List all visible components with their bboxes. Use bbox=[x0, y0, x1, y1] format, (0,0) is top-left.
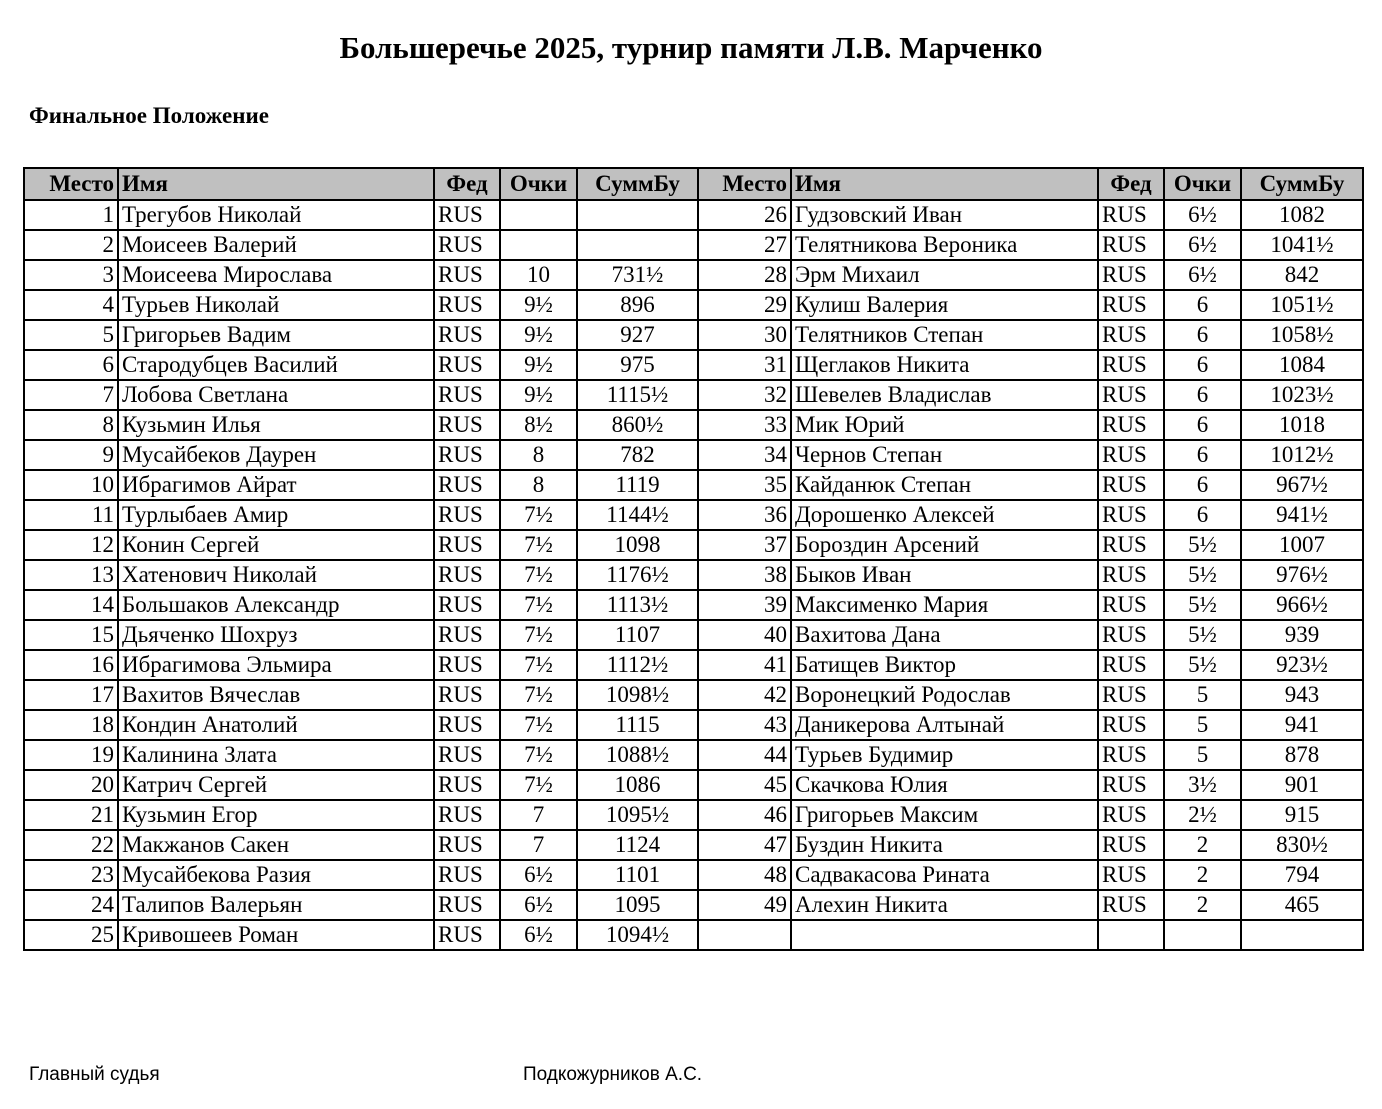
place-cell: 36 bbox=[698, 500, 791, 530]
points-cell: 6½ bbox=[1164, 260, 1241, 290]
table-row bbox=[24, 470, 1363, 500]
tiebreak-cell: 1101 bbox=[577, 860, 698, 890]
header-fed: Фед bbox=[1098, 168, 1164, 200]
table-row bbox=[24, 380, 1363, 410]
place-cell: 47 bbox=[698, 830, 791, 860]
place-cell: 17 bbox=[24, 680, 118, 710]
place-cell: 6 bbox=[24, 350, 118, 380]
fed-cell: RUS bbox=[1098, 890, 1164, 920]
points-cell: 2½ bbox=[1164, 800, 1241, 830]
tiebreak-cell: 1094½ bbox=[577, 920, 698, 950]
table-row bbox=[24, 620, 1363, 650]
place-cell: 21 bbox=[24, 800, 118, 830]
tiebreak-cell: 1023½ bbox=[1241, 380, 1363, 410]
tiebreak-cell bbox=[577, 230, 698, 260]
tiebreak-cell: 941 bbox=[1241, 710, 1363, 740]
tiebreak-cell: 1018 bbox=[1241, 410, 1363, 440]
name-cell: Талипов Валерьян bbox=[118, 890, 434, 920]
points-cell: 7½ bbox=[500, 590, 577, 620]
points-cell: 6 bbox=[1164, 380, 1241, 410]
points-cell: 2 bbox=[1164, 830, 1241, 860]
name-cell: Воронецкий Родослав bbox=[791, 680, 1098, 710]
place-cell: 38 bbox=[698, 560, 791, 590]
name-cell: Бороздин Арсений bbox=[791, 530, 1098, 560]
name-cell: Трегубов Николай bbox=[118, 200, 434, 230]
place-cell: 32 bbox=[698, 380, 791, 410]
tiebreak-cell: 860½ bbox=[577, 410, 698, 440]
points-cell: 6 bbox=[1164, 320, 1241, 350]
name-cell: Садвакасова Рината bbox=[791, 860, 1098, 890]
table-row bbox=[24, 830, 1363, 860]
points-cell: 5½ bbox=[1164, 560, 1241, 590]
tiebreak-cell: 1095½ bbox=[577, 800, 698, 830]
fed-cell: RUS bbox=[434, 230, 500, 260]
name-cell: Стародубцев Василий bbox=[118, 350, 434, 380]
points-cell: 6 bbox=[1164, 410, 1241, 440]
place-cell: 48 bbox=[698, 860, 791, 890]
fed-cell: RUS bbox=[1098, 710, 1164, 740]
place-cell: 37 bbox=[698, 530, 791, 560]
place-cell: 18 bbox=[24, 710, 118, 740]
name-cell: Турьев Николай bbox=[118, 290, 434, 320]
fed-cell: RUS bbox=[1098, 770, 1164, 800]
tiebreak-cell: 941½ bbox=[1241, 500, 1363, 530]
fed-cell: RUS bbox=[434, 920, 500, 950]
name-cell: Катрич Сергей bbox=[118, 770, 434, 800]
place-cell: 43 bbox=[698, 710, 791, 740]
name-cell: Телятникова Вероника bbox=[791, 230, 1098, 260]
fed-cell: RUS bbox=[1098, 830, 1164, 860]
place-cell: 30 bbox=[698, 320, 791, 350]
name-cell: Чернов Степан bbox=[791, 440, 1098, 470]
fed-cell: RUS bbox=[434, 560, 500, 590]
table-row bbox=[24, 890, 1363, 920]
tiebreak-cell: 896 bbox=[577, 290, 698, 320]
fed-cell: RUS bbox=[434, 470, 500, 500]
tiebreak-cell: 966½ bbox=[1241, 590, 1363, 620]
fed-cell: RUS bbox=[1098, 740, 1164, 770]
name-cell: Вахитов Вячеслав bbox=[118, 680, 434, 710]
points-cell: 7½ bbox=[500, 620, 577, 650]
points-cell bbox=[500, 200, 577, 230]
fed-cell: RUS bbox=[434, 530, 500, 560]
points-cell: 6 bbox=[1164, 350, 1241, 380]
points-cell: 2 bbox=[1164, 890, 1241, 920]
points-cell: 2 bbox=[1164, 860, 1241, 890]
name-cell: Кривошеев Роман bbox=[118, 920, 434, 950]
place-cell: 5 bbox=[24, 320, 118, 350]
tiebreak-cell: 967½ bbox=[1241, 470, 1363, 500]
fed-cell: RUS bbox=[434, 680, 500, 710]
name-cell: Конин Сергей bbox=[118, 530, 434, 560]
place-cell: 9 bbox=[24, 440, 118, 470]
name-cell: Буздин Никита bbox=[791, 830, 1098, 860]
header-points: Очки bbox=[1164, 168, 1241, 200]
tiebreak-cell: 878 bbox=[1241, 740, 1363, 770]
place-cell: 41 bbox=[698, 650, 791, 680]
fed-cell: RUS bbox=[434, 320, 500, 350]
table-row bbox=[24, 800, 1363, 830]
tiebreak-cell bbox=[577, 200, 698, 230]
fed-cell: RUS bbox=[434, 710, 500, 740]
points-cell: 6½ bbox=[1164, 230, 1241, 260]
place-cell: 28 bbox=[698, 260, 791, 290]
fed-cell: RUS bbox=[434, 260, 500, 290]
points-cell: 5 bbox=[1164, 710, 1241, 740]
name-cell: Дорошенко Алексей bbox=[791, 500, 1098, 530]
tiebreak-cell: 842 bbox=[1241, 260, 1363, 290]
points-cell: 6½ bbox=[500, 860, 577, 890]
chief-arbiter-name: Подкожурников А.С. bbox=[523, 1064, 703, 1085]
points-cell: 9½ bbox=[500, 290, 577, 320]
name-cell: Мусайбекова Разия bbox=[118, 860, 434, 890]
table-row bbox=[24, 920, 1363, 950]
fed-cell: RUS bbox=[434, 410, 500, 440]
name-cell: Григорьев Вадим bbox=[118, 320, 434, 350]
tiebreak-cell: 1112½ bbox=[577, 650, 698, 680]
tiebreak-cell: 1058½ bbox=[1241, 320, 1363, 350]
name-cell: Большаков Александр bbox=[118, 590, 434, 620]
tiebreak-cell: 1119 bbox=[577, 470, 698, 500]
tiebreak-cell: 915 bbox=[1241, 800, 1363, 830]
table-row bbox=[24, 350, 1363, 380]
table-row bbox=[24, 590, 1363, 620]
name-cell: Калинина Злата bbox=[118, 740, 434, 770]
fed-cell: RUS bbox=[434, 800, 500, 830]
table-row bbox=[24, 290, 1363, 320]
place-cell: 19 bbox=[24, 740, 118, 770]
place-cell: 10 bbox=[24, 470, 118, 500]
header-tiebreak: СуммБу bbox=[577, 168, 698, 200]
tiebreak-cell: 1088½ bbox=[577, 740, 698, 770]
header-tiebreak: СуммБу bbox=[1241, 168, 1363, 200]
header-name: Имя bbox=[791, 168, 1098, 200]
fed-cell: RUS bbox=[1098, 590, 1164, 620]
name-cell: Ибрагимова Эльмира bbox=[118, 650, 434, 680]
table-row bbox=[24, 740, 1363, 770]
table-row bbox=[24, 230, 1363, 260]
fed-cell: RUS bbox=[1098, 680, 1164, 710]
tiebreak-cell: 1041½ bbox=[1241, 230, 1363, 260]
points-cell: 7½ bbox=[500, 560, 577, 590]
name-cell: Кайданюк Степан bbox=[791, 470, 1098, 500]
fed-cell: RUS bbox=[1098, 440, 1164, 470]
fed-cell: RUS bbox=[1098, 410, 1164, 440]
fed-cell: RUS bbox=[434, 620, 500, 650]
place-cell: 25 bbox=[24, 920, 118, 950]
place-cell: 45 bbox=[698, 770, 791, 800]
tiebreak-cell: 976½ bbox=[1241, 560, 1363, 590]
table-row bbox=[24, 260, 1363, 290]
name-cell: Григорьев Максим bbox=[791, 800, 1098, 830]
fed-cell: RUS bbox=[434, 440, 500, 470]
place-cell: 42 bbox=[698, 680, 791, 710]
points-cell: 7 bbox=[500, 800, 577, 830]
tiebreak-cell: 923½ bbox=[1241, 650, 1363, 680]
points-cell: 6 bbox=[1164, 500, 1241, 530]
fed-cell: RUS bbox=[1098, 380, 1164, 410]
points-cell: 10 bbox=[500, 260, 577, 290]
tiebreak-cell: 794 bbox=[1241, 860, 1363, 890]
name-cell: Турьев Будимир bbox=[791, 740, 1098, 770]
place-cell: 26 bbox=[698, 200, 791, 230]
place-cell: 2 bbox=[24, 230, 118, 260]
fed-cell: RUS bbox=[434, 200, 500, 230]
name-cell: Телятников Степан bbox=[791, 320, 1098, 350]
place-cell: 1 bbox=[24, 200, 118, 230]
table-row bbox=[24, 650, 1363, 680]
place-cell: 12 bbox=[24, 530, 118, 560]
place-cell: 13 bbox=[24, 560, 118, 590]
points-cell: 7½ bbox=[500, 770, 577, 800]
tiebreak-cell: 1124 bbox=[577, 830, 698, 860]
tiebreak-cell: 939 bbox=[1241, 620, 1363, 650]
points-cell: 7½ bbox=[500, 680, 577, 710]
tiebreak-cell: 1098½ bbox=[577, 680, 698, 710]
table-row bbox=[24, 200, 1363, 230]
place-cell: 3 bbox=[24, 260, 118, 290]
tiebreak-cell: 943 bbox=[1241, 680, 1363, 710]
name-cell: Кузьмин Егор bbox=[118, 800, 434, 830]
points-cell: 3½ bbox=[1164, 770, 1241, 800]
name-cell: Хатенович Николай bbox=[118, 560, 434, 590]
tiebreak-cell: 1084 bbox=[1241, 350, 1363, 380]
place-cell: 46 bbox=[698, 800, 791, 830]
fed-cell: RUS bbox=[1098, 200, 1164, 230]
place-cell: 20 bbox=[24, 770, 118, 800]
name-cell: Кузьмин Илья bbox=[118, 410, 434, 440]
points-cell: 6½ bbox=[1164, 200, 1241, 230]
name-cell: Мусайбеков Даурен bbox=[118, 440, 434, 470]
points-cell: 5½ bbox=[1164, 620, 1241, 650]
points-cell: 9½ bbox=[500, 380, 577, 410]
fed-cell: RUS bbox=[1098, 290, 1164, 320]
place-cell: 40 bbox=[698, 620, 791, 650]
tiebreak-cell: 1007 bbox=[1241, 530, 1363, 560]
place-cell: 11 bbox=[24, 500, 118, 530]
name-cell: Ибрагимов Айрат bbox=[118, 470, 434, 500]
points-cell: 6½ bbox=[500, 890, 577, 920]
fed-cell: RUS bbox=[434, 830, 500, 860]
name-cell bbox=[791, 920, 1098, 950]
name-cell: Даникерова Алтынай bbox=[791, 710, 1098, 740]
tiebreak-cell bbox=[1241, 920, 1363, 950]
fed-cell: RUS bbox=[434, 290, 500, 320]
fed-cell: RUS bbox=[434, 740, 500, 770]
fed-cell: RUS bbox=[434, 590, 500, 620]
points-cell: 6 bbox=[1164, 290, 1241, 320]
points-cell: 6½ bbox=[500, 920, 577, 950]
place-cell: 22 bbox=[24, 830, 118, 860]
name-cell: Алехин Никита bbox=[791, 890, 1098, 920]
points-cell: 9½ bbox=[500, 320, 577, 350]
tiebreak-cell: 1012½ bbox=[1241, 440, 1363, 470]
tiebreak-cell: 1107 bbox=[577, 620, 698, 650]
tiebreak-cell: 901 bbox=[1241, 770, 1363, 800]
tiebreak-cell: 465 bbox=[1241, 890, 1363, 920]
tiebreak-cell: 1115 bbox=[577, 710, 698, 740]
points-cell: 6 bbox=[1164, 470, 1241, 500]
table-row bbox=[24, 320, 1363, 350]
name-cell: Скачкова Юлия bbox=[791, 770, 1098, 800]
place-cell: 34 bbox=[698, 440, 791, 470]
name-cell: Макжанов Сакен bbox=[118, 830, 434, 860]
table-row bbox=[24, 440, 1363, 470]
table-row bbox=[24, 410, 1363, 440]
tiebreak-cell: 830½ bbox=[1241, 830, 1363, 860]
chief-arbiter-label: Главный судья bbox=[29, 1064, 160, 1085]
place-cell: 44 bbox=[698, 740, 791, 770]
fed-cell: RUS bbox=[1098, 860, 1164, 890]
points-cell: 7½ bbox=[500, 710, 577, 740]
fed-cell: RUS bbox=[434, 380, 500, 410]
fed-cell: RUS bbox=[434, 890, 500, 920]
name-cell: Быков Иван bbox=[791, 560, 1098, 590]
name-cell: Вахитова Дана bbox=[791, 620, 1098, 650]
place-cell: 29 bbox=[698, 290, 791, 320]
tiebreak-cell: 1098 bbox=[577, 530, 698, 560]
name-cell: Батищев Виктор bbox=[791, 650, 1098, 680]
tiebreak-cell: 1113½ bbox=[577, 590, 698, 620]
name-cell: Мик Юрий bbox=[791, 410, 1098, 440]
fed-cell bbox=[1098, 920, 1164, 950]
name-cell: Кондин Анатолий bbox=[118, 710, 434, 740]
points-cell: 7½ bbox=[500, 740, 577, 770]
name-cell: Гудзовский Иван bbox=[791, 200, 1098, 230]
name-cell: Лобова Светлана bbox=[118, 380, 434, 410]
name-cell: Турлыбаев Амир bbox=[118, 500, 434, 530]
place-cell: 14 bbox=[24, 590, 118, 620]
page-title: Большеречье 2025, турнир памяти Л.В. Марченко bbox=[339, 30, 1043, 65]
tiebreak-cell: 1086 bbox=[577, 770, 698, 800]
place-cell: 16 bbox=[24, 650, 118, 680]
tiebreak-cell: 1082 bbox=[1241, 200, 1363, 230]
fed-cell: RUS bbox=[1098, 260, 1164, 290]
place-cell: 49 bbox=[698, 890, 791, 920]
name-cell: Шевелев Владислав bbox=[791, 380, 1098, 410]
fed-cell: RUS bbox=[1098, 560, 1164, 590]
tiebreak-cell: 975 bbox=[577, 350, 698, 380]
fed-cell: RUS bbox=[1098, 530, 1164, 560]
place-cell: 31 bbox=[698, 350, 791, 380]
fed-cell: RUS bbox=[434, 350, 500, 380]
tiebreak-cell: 927 bbox=[577, 320, 698, 350]
table-row bbox=[24, 770, 1363, 800]
place-cell: 39 bbox=[698, 590, 791, 620]
name-cell: Эрм Михаил bbox=[791, 260, 1098, 290]
points-cell: 7½ bbox=[500, 500, 577, 530]
fed-cell: RUS bbox=[434, 860, 500, 890]
header-place: Место bbox=[24, 168, 118, 200]
place-cell: 35 bbox=[698, 470, 791, 500]
points-cell: 9½ bbox=[500, 350, 577, 380]
place-cell: 7 bbox=[24, 380, 118, 410]
points-cell: 7½ bbox=[500, 530, 577, 560]
fed-cell: RUS bbox=[1098, 650, 1164, 680]
place-cell: 27 bbox=[698, 230, 791, 260]
points-cell: 5½ bbox=[1164, 590, 1241, 620]
points-cell bbox=[500, 230, 577, 260]
points-cell: 8 bbox=[500, 470, 577, 500]
tiebreak-cell: 1115½ bbox=[577, 380, 698, 410]
tiebreak-cell: 1176½ bbox=[577, 560, 698, 590]
fed-cell: RUS bbox=[1098, 620, 1164, 650]
fed-cell: RUS bbox=[1098, 350, 1164, 380]
fed-cell: RUS bbox=[1098, 500, 1164, 530]
table-row bbox=[24, 530, 1363, 560]
fed-cell: RUS bbox=[1098, 800, 1164, 830]
fed-cell: RUS bbox=[434, 770, 500, 800]
place-cell bbox=[698, 920, 791, 950]
name-cell: Моисеева Мирослава bbox=[118, 260, 434, 290]
points-cell: 5 bbox=[1164, 680, 1241, 710]
name-cell: Моисеев Валерий bbox=[118, 230, 434, 260]
name-cell: Максименко Мария bbox=[791, 590, 1098, 620]
place-cell: 33 bbox=[698, 410, 791, 440]
fed-cell: RUS bbox=[1098, 230, 1164, 260]
header-points: Очки bbox=[500, 168, 577, 200]
fed-cell: RUS bbox=[1098, 320, 1164, 350]
header-name: Имя bbox=[118, 168, 434, 200]
tiebreak-cell: 1144½ bbox=[577, 500, 698, 530]
place-cell: 23 bbox=[24, 860, 118, 890]
tiebreak-cell: 1051½ bbox=[1241, 290, 1363, 320]
fed-cell: RUS bbox=[1098, 470, 1164, 500]
place-cell: 24 bbox=[24, 890, 118, 920]
header-row bbox=[24, 168, 1363, 200]
points-cell bbox=[1164, 920, 1241, 950]
tiebreak-cell: 782 bbox=[577, 440, 698, 470]
points-cell: 8 bbox=[500, 440, 577, 470]
place-cell: 15 bbox=[24, 620, 118, 650]
tiebreak-cell: 731½ bbox=[577, 260, 698, 290]
points-cell: 7½ bbox=[500, 650, 577, 680]
place-cell: 8 bbox=[24, 410, 118, 440]
table-row bbox=[24, 710, 1363, 740]
place-cell: 4 bbox=[24, 290, 118, 320]
table-row bbox=[24, 500, 1363, 530]
name-cell: Щеглаков Никита bbox=[791, 350, 1098, 380]
section-title: Финальное Положение bbox=[29, 103, 269, 128]
table-row bbox=[24, 680, 1363, 710]
header-place: Место bbox=[698, 168, 791, 200]
points-cell: 5½ bbox=[1164, 650, 1241, 680]
name-cell: Дьяченко Шохруз bbox=[118, 620, 434, 650]
points-cell: 8½ bbox=[500, 410, 577, 440]
table-row bbox=[24, 560, 1363, 590]
standings-table bbox=[23, 167, 1364, 951]
table-row bbox=[24, 860, 1363, 890]
points-cell: 5½ bbox=[1164, 530, 1241, 560]
fed-cell: RUS bbox=[434, 650, 500, 680]
name-cell: Кулиш Валерия bbox=[791, 290, 1098, 320]
points-cell: 5 bbox=[1164, 740, 1241, 770]
tiebreak-cell: 1095 bbox=[577, 890, 698, 920]
points-cell: 7 bbox=[500, 830, 577, 860]
points-cell: 6 bbox=[1164, 440, 1241, 470]
header-fed: Фед bbox=[434, 168, 500, 200]
fed-cell: RUS bbox=[434, 500, 500, 530]
